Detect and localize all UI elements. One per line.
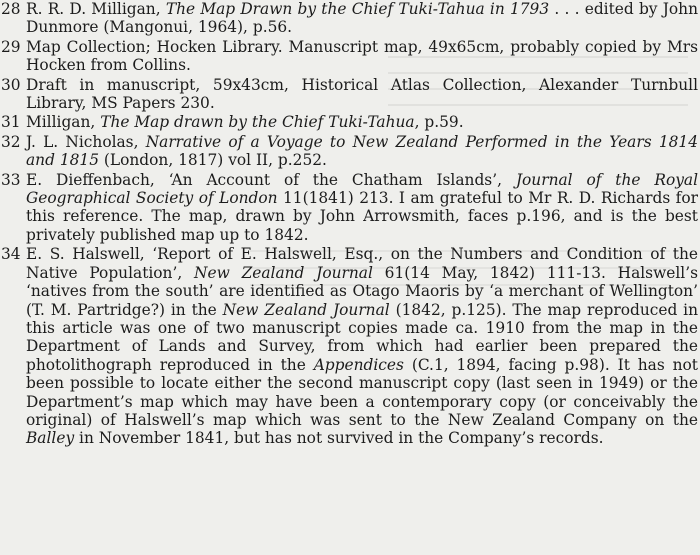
footnote-number: 30	[1, 75, 21, 94]
footnote-34	[0, 245, 700, 447]
footnote-text	[26, 76, 698, 113]
footnote-italic-title: New Zealand Journal	[222, 300, 390, 319]
footnote-text-run: E. S. Halswell, ‘Report of E. Halswell, Esq., on the Numbers and Condition of the Native Population’,	[26, 245, 698, 282]
footnote-30	[0, 76, 700, 113]
footnote-text-run: (C.1, 1894, facing p.98). It has not been possible to locate either the second manuscript copy (last seen in 1949) or the Department’s map which may have been a contemporary copy (or conceivably the original) of Halswell’s map which was sent to the New Zealand Company on the	[26, 355, 698, 429]
footnote-text-run: E. Dieffenbach, ‘An Account of the Chatham Islands’,	[26, 170, 516, 189]
footnote-italic-title: Appendices	[313, 355, 404, 374]
footnote-number: 33	[1, 170, 21, 189]
footnote-italic-title: Journal of the Royal Geographical Society of London	[26, 170, 698, 208]
footnote-text-run: R. R. D. Milligan,	[26, 0, 166, 18]
footnote-text	[26, 0, 698, 37]
footnote-number: 28	[1, 0, 21, 18]
footnote-33	[0, 171, 700, 245]
footnote-text-run: (London, 1817) vol II, p.252.	[99, 151, 327, 170]
footnote-text-run: Milligan,	[26, 113, 101, 132]
footnote-32	[0, 133, 700, 170]
footnote-29	[0, 38, 700, 75]
footnote-text	[26, 113, 698, 131]
footnote-number: 29	[1, 37, 21, 56]
footnote-text-run: J. L. Nicholas,	[26, 132, 146, 151]
footnote-number: 31	[1, 113, 21, 132]
footnote-text-run: in November 1841, but has not survived in the Company’s records.	[74, 429, 604, 448]
footnote-italic-title: New Zealand Journal	[194, 263, 373, 282]
footnote-28	[0, 0, 700, 37]
footnote-text	[26, 133, 698, 170]
footnote-italic-title: Narrative of a Voyage to New Zealand Performed in the Years 1814 and 1815	[26, 132, 698, 170]
footnote-number: 32	[1, 132, 21, 151]
footnote-italic-title: The Map Drawn by the Chief Tuki-Tahua in 1793	[165, 0, 550, 18]
footnote-text	[26, 245, 698, 447]
footnote-number: 34	[1, 245, 21, 264]
footnote-31	[0, 113, 700, 131]
footnote-text-run: Draft in manuscript, 59x43cm, Historical Atlas Collection, Alexander Turnbull Library, MS Papers 230.	[26, 75, 698, 113]
footnote-text-run: 61(14 May, 1842) 111-13. Halswell’s ‘natives from the south’ are identified as Otago Maoris by ‘a merchant of Wellington’ (T. M. Partridge?) in the	[26, 263, 698, 319]
footnote-text	[26, 38, 698, 75]
footnote-text-run: (1842, p.125). The map reproduced in this article was one of two manuscript copies made ca. 1910 from the map in the Department of Lands and Survey, from which had earlier been prepared the photolithograph reproduced in the	[26, 300, 699, 374]
footnote-text-run: Map Collection; Hocken Library. Manuscript map, 49x65cm, probably copied by Mrs Hocken from Collins.	[26, 37, 698, 75]
footnote-text-run: . . . edited by John Dunmore (Mangonui, 1964), p.56.	[26, 0, 698, 37]
footnote-text-run: 11(1841) 213. I am grateful to Mr R. D. Richards for this reference. The map, drawn by John Arrowsmith, faces p.196, and is the best privately published map up to 1842.	[26, 189, 698, 244]
footnote-text	[26, 171, 698, 245]
footnote-italic-title: Balley	[26, 429, 75, 448]
footnote-text-run: , p.59.	[414, 113, 464, 132]
footnote-italic-title: The Map drawn by the Chief Tuki-Tahua	[100, 113, 415, 132]
